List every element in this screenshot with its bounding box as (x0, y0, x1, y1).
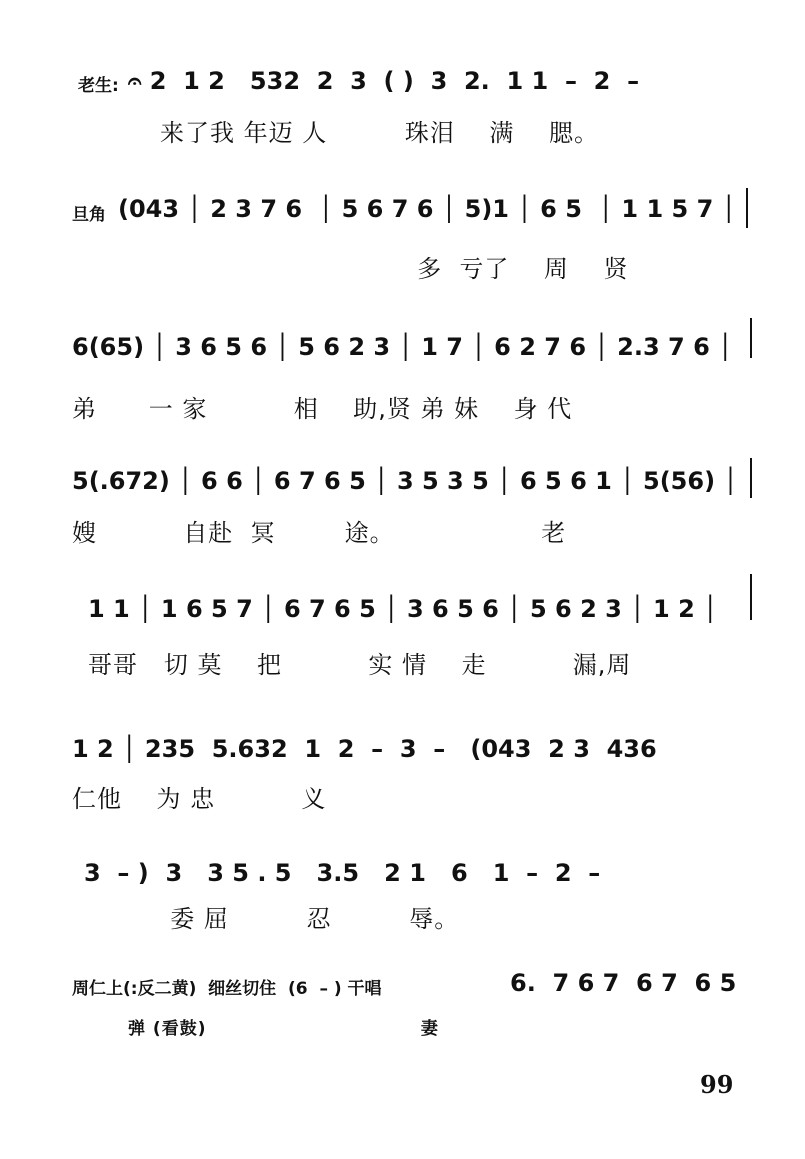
notation-line-1: 𝄐 2 1 2 532 2 3 ( ) 3 2. 1 1 – 2 – (128, 67, 640, 95)
notation-line-4: 5(.672) │ 6 6 │ 6 7 6 5 │ 3 5 3 5 │ 6 5 6 1 │ 5(56) │ (72, 467, 738, 495)
notation-line-7: 3 – ) 3 3 5 . 5 3.5 2 1 6 1 – 2 – (84, 859, 601, 887)
lyrics-line-2: 多 亏了 周 贤 (72, 255, 629, 283)
barline (750, 458, 752, 498)
barline (750, 574, 752, 620)
lyrics-line-4: 嫂 自赴 冥 途。 老 (72, 519, 567, 547)
stage-direction: 周仁上(:反二黄) 细丝切住 (6 – ) 干唱 (72, 979, 382, 999)
lyrics-line-6: 仁他 为 忠 义 (72, 785, 327, 813)
lyrics-line-5: 哥哥 切 莫 把 实 情 走 漏,周 (88, 651, 632, 679)
lyrics-line-3: 弟 一 家 相 助,贤 弟 妹 身 代 (72, 395, 573, 423)
notation-line-6: 1 2 │ 235 5.632 1 2 – 3 – (043 2 3 436 (72, 735, 657, 763)
role-label-laosheng: 老生: (78, 76, 119, 96)
notation-line-3: 6(65) │ 3 6 5 6 │ 5 6 2 3 │ 1 7 │ 6 2 7 6 │ 2.3 7 6 │ (72, 333, 733, 361)
lyrics-line-7: 委 屈 忍 辱。 (84, 905, 460, 933)
lyrics-line-1: 来了我 年迈 人 珠泪 满 腮。 (160, 119, 599, 147)
role-label-danjiao: 旦角 (72, 205, 106, 225)
lyrics-line-8: 弹 (看鼓) 妻 (128, 1019, 439, 1039)
barline (750, 318, 752, 358)
notation-line-5: 1 1 │ 1 6 5 7 │ 6 7 6 5 │ 3 6 5 6 │ 5 6 2 3 │ 1 2 │ (88, 595, 718, 623)
barline (746, 188, 748, 228)
notation-line-8: 6. 7 6 7 6 7 6 5 (510, 969, 737, 997)
page-number: 99 (700, 1070, 734, 1099)
notation-line-2: (043 │ 2 3 7 6 │ 5 6 7 6 │ 5)1 │ 6 5 │ 1 1 5 7 │ (118, 195, 737, 223)
